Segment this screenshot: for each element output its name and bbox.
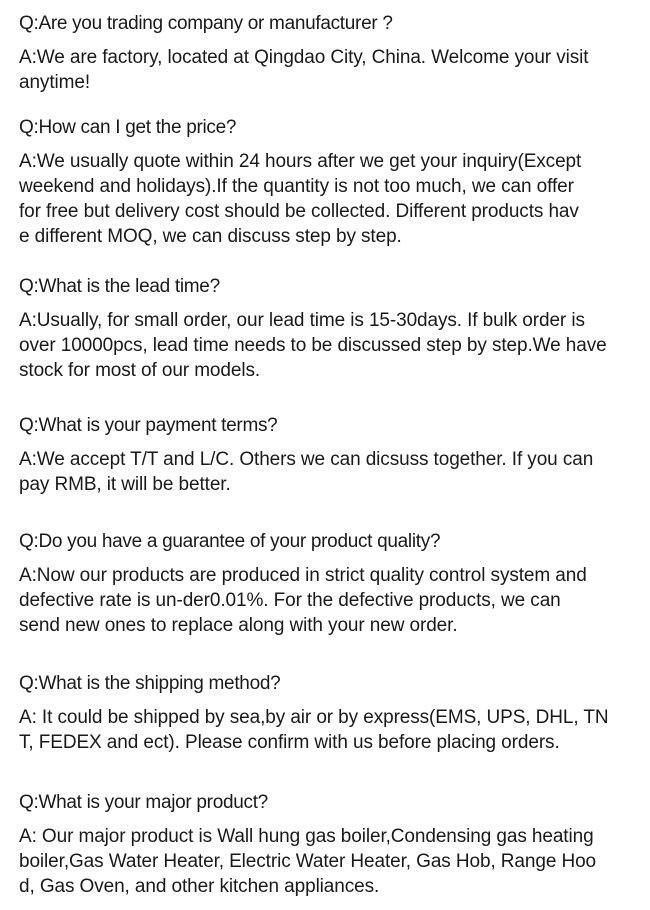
faq-item-payment-terms: [19, 414, 650, 497]
faq-question: Q:What is the lead time?: [19, 276, 220, 297]
faq-answer: A: It could be shipped by sea,by air or by express(EMS, UPS, DHL, TN T, FEDEX and ect). Please confirm with us before placing orders.: [19, 707, 609, 753]
faq-item-price: [19, 116, 650, 249]
faq-item-lead-time: [19, 275, 650, 383]
faq-answer: A:Now our products are produced in strict quality control system and defective rate is un-der0.01%. For the defective products, we can send new ones to replace along with your new order.: [19, 565, 587, 636]
faq-question: Q:Do you have a guarantee of your product quality?: [19, 531, 441, 552]
faq-answer: A: Our major product is Wall hung gas boiler,Condensing gas heating boiler,Gas Water Heater, Electric Water Heater, Gas Hob, Range Hoo d, Gas Oven, and other kitchen appliances.: [19, 826, 597, 897]
faq-question: Q:What is your payment terms?: [19, 415, 278, 436]
faq-item-quality-guarantee: [19, 530, 650, 638]
faq-question: Q:Are you trading company or manufacturer ?: [19, 13, 393, 34]
faq-question: Q:What is the shipping method?: [19, 673, 281, 694]
faq-item-trading-company: [19, 12, 650, 95]
faq-question: Q:How can I get the price?: [19, 117, 237, 138]
faq-item-major-product: [19, 791, 650, 899]
faq-answer: A:We accept T/T and L/C. Others we can dicsuss together. If you can pay RMB, it will be better.: [19, 449, 594, 495]
faq-item-shipping-method: [19, 672, 650, 755]
faq-answer: A:We are factory, located at Qingdao City, China. Welcome your visit anytime!: [19, 47, 589, 93]
faq-answer: A:Usually, for small order, our lead time is 15-30days. If bulk order is over 10000pcs, lead time needs to be discussed step by step.We have stock for most of our models.: [19, 310, 607, 381]
faq-question: Q:What is your major product?: [19, 792, 268, 813]
faq-answer: A:We usually quote within 24 hours after we get your inquiry(Except weekend and holidays).If the quantity is not too much, we can offer for free but delivery cost should be collected. Different products hav e different MOQ, we can discuss step by step.: [19, 151, 582, 247]
